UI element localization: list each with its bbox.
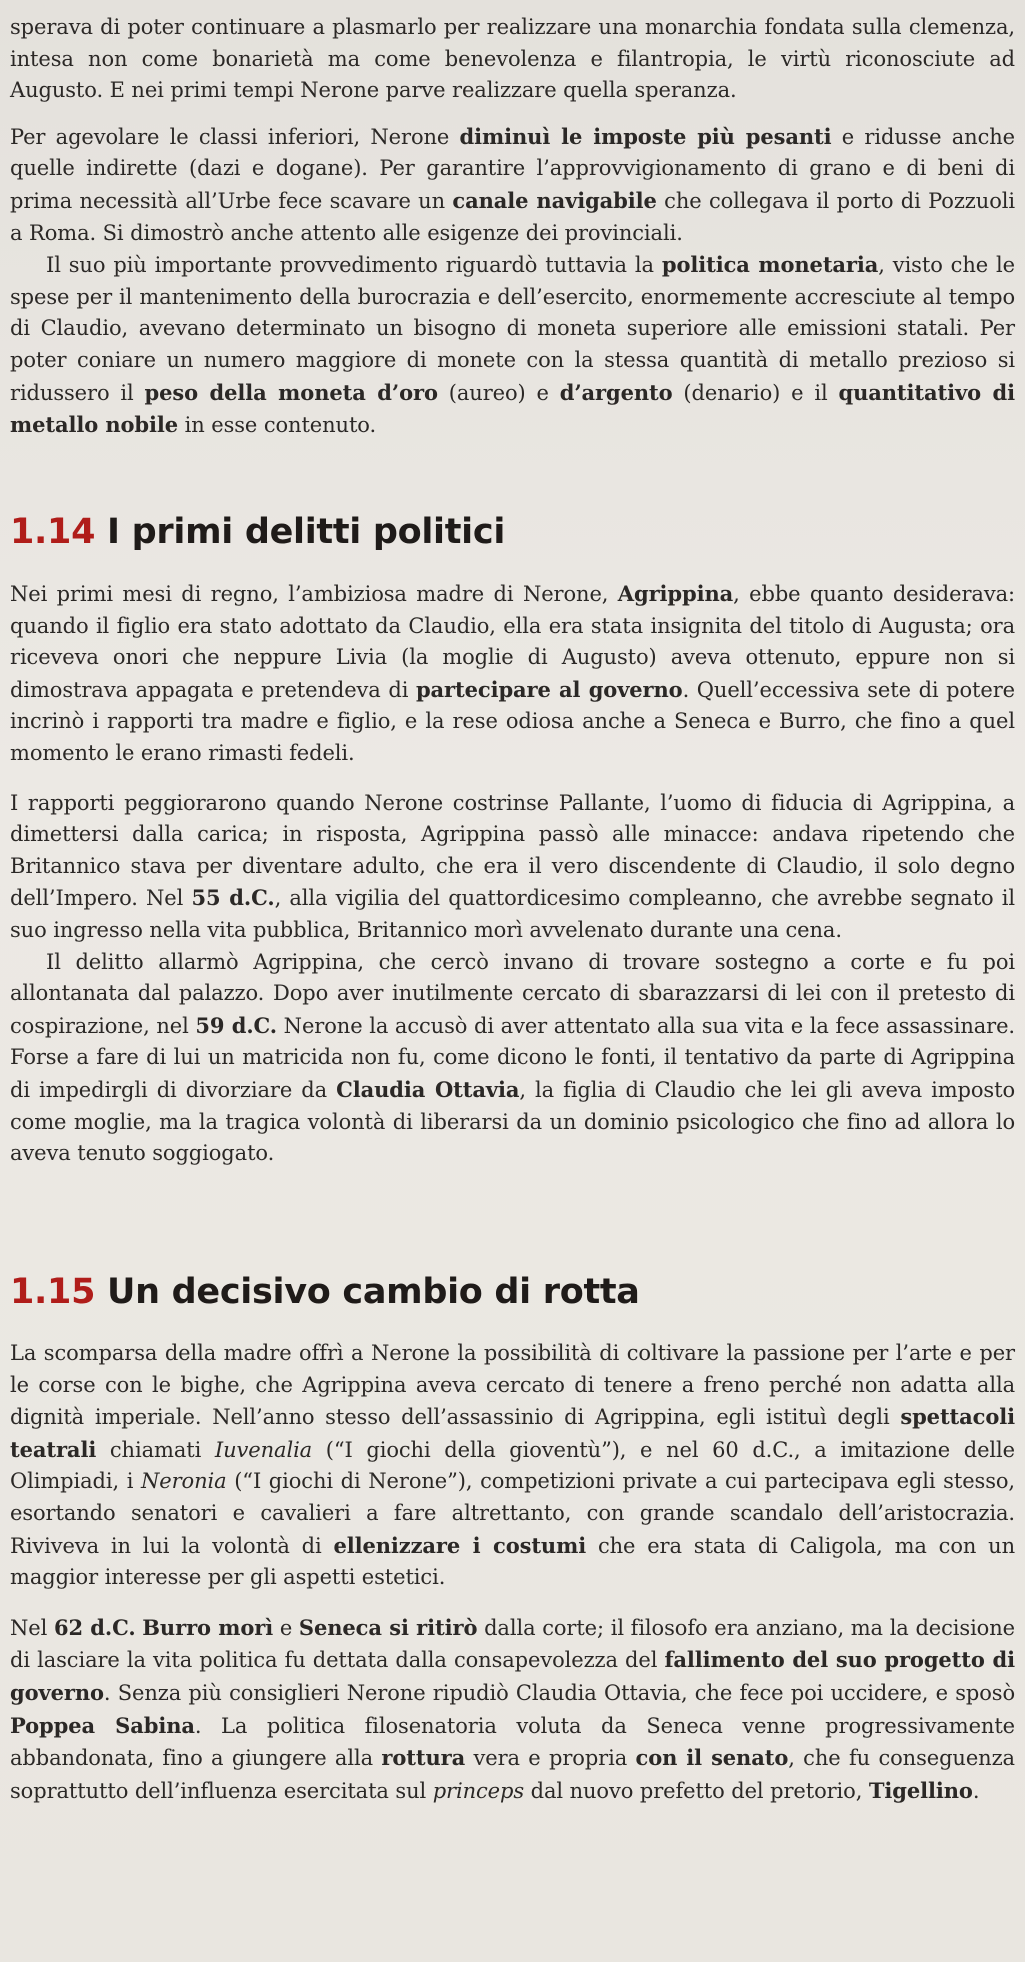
paragraph: Nel 62 d.C. Burro morì e Seneca si ritirò dalla corte; il filosofo era anziano, ma la decisione di lasciare la vita politica fu dettata dalla consapevolezza del fallimento del suo progetto di governo. Senza più consiglieri Nerone ripudiò Claudia Ottavia, che fece poi uccidere, e sposò Poppea Sabina. La politica filosenatoria voluta da Seneca venne progressivamente abbandonata, fino a giungere alla rottura vera e propria con il senato, che fu conseguenza soprattutto dell’influenza esercitata sul princeps dal nuovo prefetto del pretorio, Tigellino. xyxy=(10,1614,1015,1803)
paragraph: Per agevolare le classi inferiori, Nerone diminuì le imposte più pesanti e ridusse anche quelle indirette (dazi e dogane). Per garantire l’approvvigionamento di grano e di beni di prima necessità all’Urbe fece scavare un canale navigabile che collegava il porto di Pozzuoli a Roma. Si dimostrò anche attento alle esigenze dei provinciali. xyxy=(10,123,1015,245)
bold-term: con il senato xyxy=(635,1745,789,1771)
paragraph: Nei primi mesi di regno, l’ambiziosa madre di Nerone, Agrippina, ebbe quanto desiderava: quando il figlio era stato adottato da Claudio, ella era stata insignita del titolo di Augusta; ora riceveva onori che neppure Livia (la moglie di Augusto) aveva ottenuto, eppure non si dimostrava appagata e pretendeva di partecipare al governo. Quell’eccessiva sete di potere incrinò i rapporti tra madre e figlio, e la rese odiosa anche a Seneca e Burro, che fino a quel momento le erano rimasti fedeli. xyxy=(10,581,1015,765)
bold-term: diminuì le imposte più pesanti xyxy=(459,123,832,149)
bold-term: Claudia Ottavia xyxy=(336,1076,520,1102)
section-title: I primi delitti politici xyxy=(107,512,506,552)
bold-term: Burro morì xyxy=(142,1614,274,1640)
section-title: Un decisivo cambio di rotta xyxy=(107,1272,640,1312)
bold-term: fallimento del suo progetto di governo xyxy=(10,1647,1015,1705)
bold-term: 59 d.C. xyxy=(195,1012,277,1038)
section-heading xyxy=(10,1272,640,1312)
section-1-15-text xyxy=(10,1338,1015,1807)
bold-term: 62 d.C. xyxy=(53,1614,136,1640)
section-1-13-text xyxy=(10,12,1015,442)
bold-term: partecipare al governo xyxy=(415,676,683,702)
bold-term: canale navigabile xyxy=(452,187,657,213)
italic-term: princeps xyxy=(432,1778,525,1803)
bold-term: d’argento xyxy=(559,379,673,405)
paragraph: Il suo più importante provvedimento riguardò tuttavia la politica monetaria, visto che le spese per il mantenimento della burocrazia e dell’esercito, enormemente accresciute al tempo di Claudio, avevano determinato un bisogno di moneta superiore alle emissioni statali. Per poter coniare un numero maggiore di monete con la stessa quantità di metallo prezioso si ridussero il peso della moneta d’oro (aureo) e d’argento (denario) e il quantitativo di metallo nobile in esse contenuto. xyxy=(10,252,1015,438)
bold-term: politica monetaria xyxy=(661,252,879,278)
paragraph: Il delitto allarmò Agrippina, che cercò invano di trovare sostegno a corte e fu poi allontanata dal palazzo. Dopo aver inutilmente cercato di sbarazzarsi di lei con il pretesto di cospirazione, nel 59 d.C. Nerone la accusò di aver attentato alla sua vita e la fece assassinare. Forse a fare di lui un matricida non fu, come dicono le fonti, il tentativo da parte di Agrippina di impedirgli di divorziare da Claudia Ottavia, la figlia di Claudio che lei gli aveva imposto come moglie, ma la tragica volontà di liberarsi da un dominio psicologico che fino ad allora lo aveva tenuto soggiogato. xyxy=(10,949,1015,1166)
bold-term: rottura xyxy=(381,1745,466,1771)
bold-term: ellenizzare i costumi xyxy=(333,1532,587,1558)
bold-term: Poppea Sabina xyxy=(10,1712,195,1738)
bold-term: spettacoli teatrali xyxy=(10,1404,1015,1462)
bold-term: peso della moneta d’oro xyxy=(144,379,438,405)
section-number: 1.15 xyxy=(10,1272,96,1312)
paragraph: I rapporti peggiorarono quando Nerone costrinse Pallante, l’uomo di fiducia di Agrippina, a dimettersi dalla carica; in risposta, Agrippina passò alle minacce: andava ripetendo che Britannico stava per diventare adulto, che era il vero discendente di Claudio, il solo degno dell’Impero. Nel 55 d.C., alla vigilia del quattordicesimo compleanno, che avrebbe segnato il suo ingresso nella vita pubblica, Britannico morì avvelenato durante una cena. xyxy=(10,790,1015,942)
paragraph: sperava di poter continuare a plasmarlo per realizzare una monarchia fondata sulla clemenza, intesa non come bonarietà ma come benevolenza e filantropia, le virtù riconosciute ad Augusto. E nei primi tempi Nerone parve realizzare quella speranza. xyxy=(10,15,1015,103)
section-1-14-text xyxy=(10,578,1015,1170)
paragraph: La scomparsa della madre offrì a Nerone la possibilità di coltivare la passione per l’arte e per le corse con le bighe, che Agrippina aveva cercato di tenere a freno perché non adatta alla dignità imperiale. Nell’anno stesso dell’assassinio di Agrippina, egli istituì degli spettacoli teatrali chiamati Iuvenalia (“I giochi della gioventù”), e nel 60 d.C., a imitazione delle Olimpiadi, i Neronia (“I giochi di Nerone”), competizioni private a cui partecipava egli stesso, esortando senatori e cavalieri a fare altrettanto, con grande scandalo dell’aristocrazia. Riviveva in lui la volontà di ellenizzare i costumi che era stata di Caligola, ma con un maggior interesse per gli aspetti estetici. xyxy=(10,1341,1016,1590)
section-heading xyxy=(10,512,505,552)
bold-term: quantitativo di metallo nobile xyxy=(10,379,1015,438)
bold-term: Tigellino xyxy=(868,1777,973,1803)
bold-term: Seneca si ritirò xyxy=(298,1614,478,1640)
bold-term: Agrippina xyxy=(617,581,734,606)
italic-term: Neronia xyxy=(141,1469,227,1494)
section-number: 1.14 xyxy=(10,512,96,552)
italic-term: Iuvenalia xyxy=(214,1437,313,1462)
bold-term: 55 d.C. xyxy=(191,885,275,911)
